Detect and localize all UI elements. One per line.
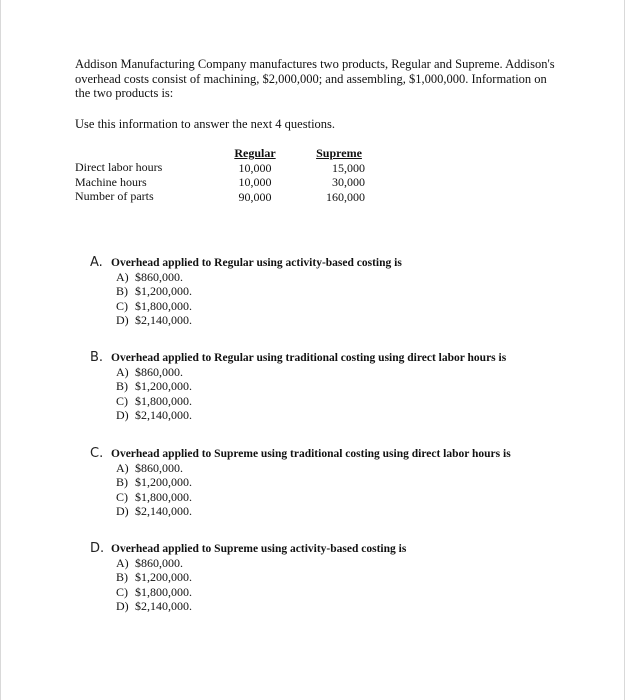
option-value: $2,140,000. [135, 312, 192, 327]
option-label: C) [116, 489, 128, 504]
column-header-regular: Regular [234, 146, 276, 160]
question-text: Overhead applied to Regular using traditional costing using direct labor hours is [111, 352, 507, 364]
option-value: $1,800,000. [135, 489, 192, 504]
option-b[interactable] [116, 284, 402, 298]
cell-supreme-direct-labor-hours: 15,000 [332, 160, 365, 175]
option-label: D) [116, 312, 129, 327]
option-value: $860,000. [135, 270, 183, 285]
option-label: C) [116, 298, 128, 313]
option-label: D) [116, 598, 129, 613]
row-label-number-of-parts: Number of parts [75, 189, 154, 203]
option-label: B) [116, 570, 128, 585]
option-value: $1,200,000. [135, 475, 192, 490]
option-label: B) [116, 284, 128, 299]
intro-paragraph: Addison Manufacturing Company manufactures two products, Regular and Supreme. Addison's overhead costs consist of machining, $2,000,000; and assembling, $1,000,000. Information on the two products is: [75, 57, 555, 100]
cell-regular-direct-labor-hours: 10,000 [238, 160, 272, 175]
option-value: $1,200,000. [135, 570, 192, 585]
option-value: $1,800,000. [135, 393, 192, 408]
option-label: A) [116, 461, 129, 476]
option-value: $860,000. [135, 461, 183, 476]
option-value: $1,200,000. [135, 379, 192, 394]
option-c[interactable] [116, 585, 406, 599]
question-letter: B. [90, 350, 104, 365]
option-label: B) [116, 379, 128, 394]
option-value: $860,000. [135, 556, 183, 571]
row-label-machine-hours: Machine hours [75, 174, 147, 189]
column-header-supreme: Supreme [316, 146, 362, 160]
option-b[interactable] [116, 379, 506, 393]
option-label: D) [116, 503, 129, 518]
option-b[interactable] [116, 475, 511, 489]
cell-supreme-number-of-parts: 160,000 [326, 189, 365, 204]
option-value: $1,800,000. [135, 584, 192, 599]
cell-supreme-machine-hours: 30,000 [332, 175, 365, 189]
option-c[interactable] [116, 299, 402, 313]
option-label: C) [116, 584, 128, 599]
answer-options [116, 365, 506, 422]
option-label: A) [116, 556, 129, 571]
option-label: D) [116, 407, 129, 422]
question-c [90, 446, 511, 518]
option-label: B) [116, 475, 128, 490]
option-c[interactable] [116, 490, 511, 504]
question-line [90, 541, 406, 556]
option-value: $2,140,000. [135, 598, 192, 613]
column-supreme [313, 146, 365, 204]
answer-options [116, 270, 402, 327]
option-d[interactable] [116, 313, 402, 327]
question-line [90, 350, 506, 365]
question-a [90, 255, 402, 327]
option-label: C) [116, 393, 128, 408]
question-letter: D. [90, 541, 105, 556]
option-value: $860,000. [135, 365, 183, 380]
question-letter: A. [90, 255, 103, 270]
option-label: A) [116, 365, 129, 380]
instruction-text: Use this information to answer the next 4 questions. [75, 117, 336, 131]
column-regular [230, 146, 280, 204]
option-a[interactable] [116, 556, 406, 570]
page-border-right [624, 0, 625, 700]
option-value: $1,800,000. [135, 298, 192, 313]
cell-regular-number-of-parts: 90,000 [238, 189, 272, 204]
question-b [90, 350, 506, 422]
option-b[interactable] [116, 570, 406, 584]
answer-options [116, 556, 406, 613]
page-border-left [0, 0, 1, 700]
option-a[interactable] [116, 365, 506, 379]
option-d[interactable] [116, 408, 506, 422]
question-line [90, 255, 402, 270]
question-letter: C. [90, 446, 104, 461]
row-label-direct-labor-hours: Direct labor hours [75, 160, 163, 174]
cell-regular-machine-hours: 10,000 [238, 175, 272, 189]
option-label: A) [116, 270, 129, 285]
question-text: Overhead applied to Regular using activity-based costing is [111, 257, 402, 269]
row-labels [75, 160, 215, 204]
answer-options [116, 461, 511, 518]
question-line [90, 446, 511, 461]
option-c[interactable] [116, 394, 506, 408]
option-value: $2,140,000. [135, 503, 192, 518]
question-d [90, 541, 406, 613]
option-value: $1,200,000. [135, 284, 192, 299]
option-d[interactable] [116, 504, 511, 518]
option-a[interactable] [116, 270, 402, 284]
option-a[interactable] [116, 461, 511, 475]
option-d[interactable] [116, 599, 406, 613]
option-value: $2,140,000. [135, 407, 192, 422]
question-text: Overhead applied to Supreme using traditional costing using direct labor hours is [111, 448, 511, 460]
question-text: Overhead applied to Supreme using activity-based costing is [111, 543, 407, 555]
